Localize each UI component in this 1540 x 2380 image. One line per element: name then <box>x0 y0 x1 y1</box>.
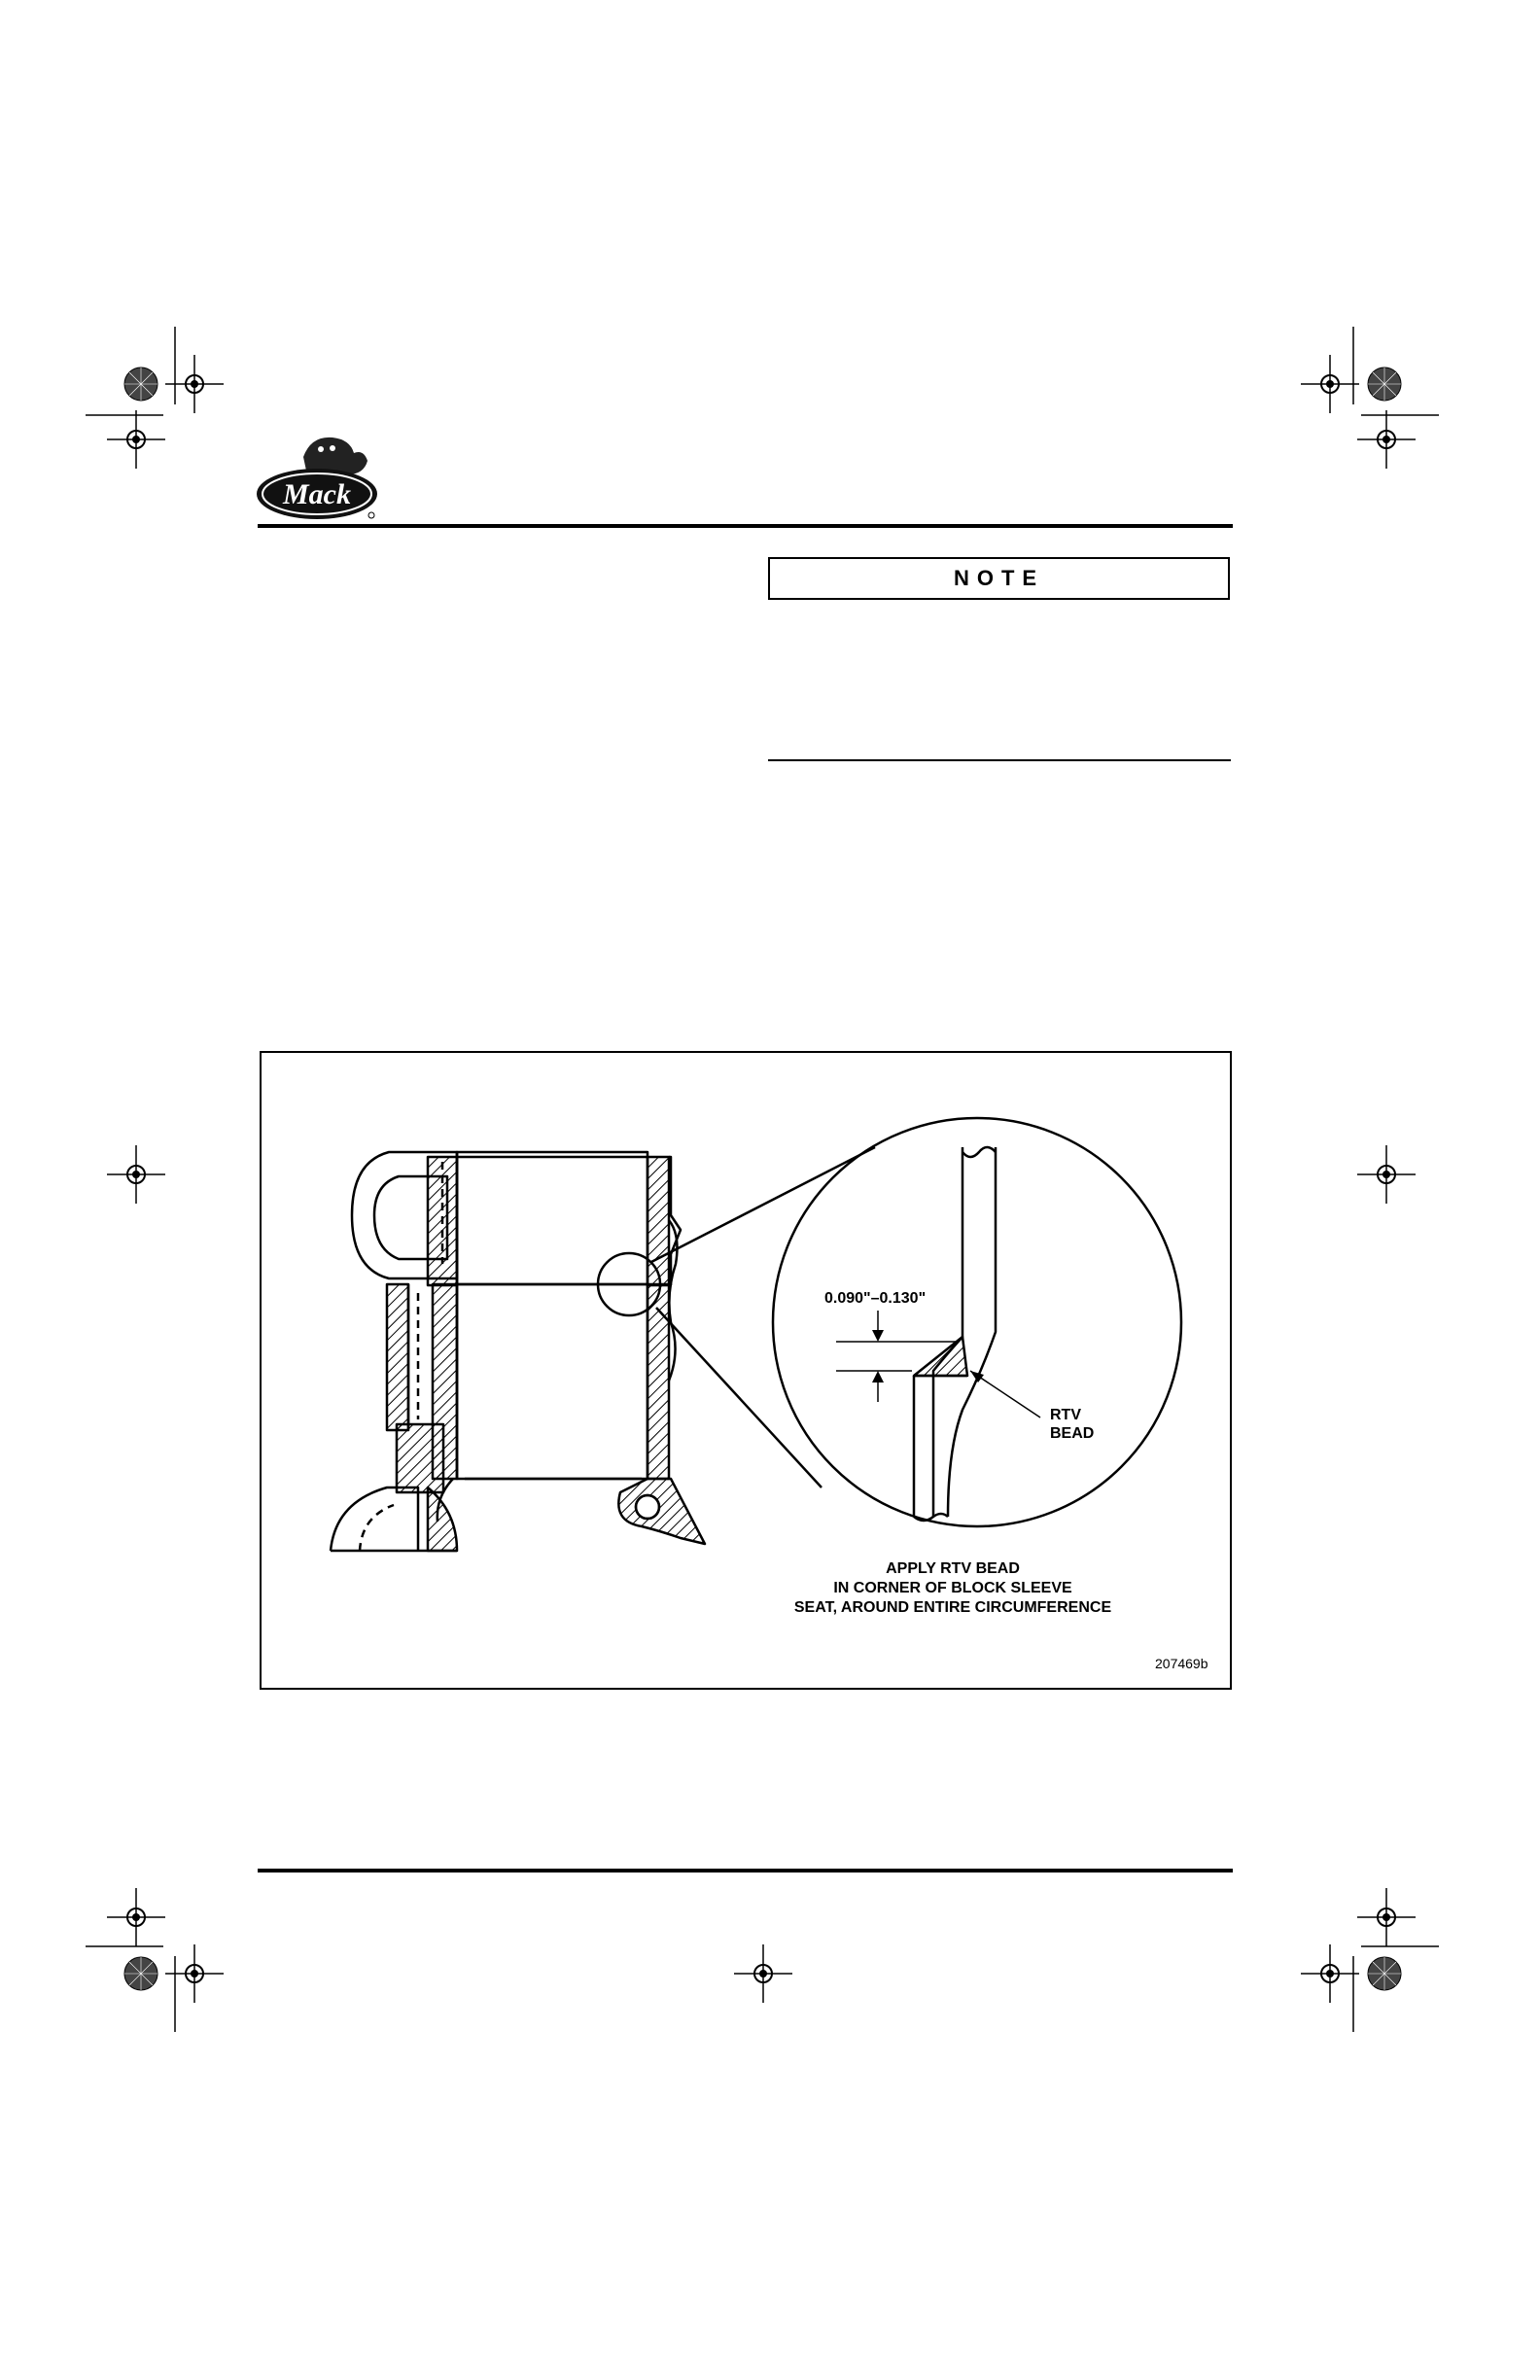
figure-caption <box>768 1559 1138 1618</box>
cylinder-sleeve <box>331 1152 705 1551</box>
caption-line-2: IN CORNER OF BLOCK SLEEVE <box>833 1580 1072 1596</box>
logo-wordmark: Mack <box>283 478 351 510</box>
caption-line-3: SEAT, AROUND ENTIRE CIRCUMFERENCE <box>793 1599 1112 1616</box>
figure-number: 207469b <box>1155 1656 1208 1671</box>
note-title: NOTE <box>953 566 1045 590</box>
magnified-detail <box>773 1118 1181 1526</box>
rtv-callout-line-1: RTV <box>1050 1407 1081 1423</box>
rtv-callout-line-2: BEAD <box>1050 1425 1095 1442</box>
leader-line-top <box>651 1147 875 1262</box>
footer-rule <box>258 1869 1233 1872</box>
leader-line-bottom <box>656 1308 822 1488</box>
dimension-label: 0.090"–0.130" <box>824 1290 927 1307</box>
caption-line-1: APPLY RTV BEAD <box>886 1560 1020 1577</box>
